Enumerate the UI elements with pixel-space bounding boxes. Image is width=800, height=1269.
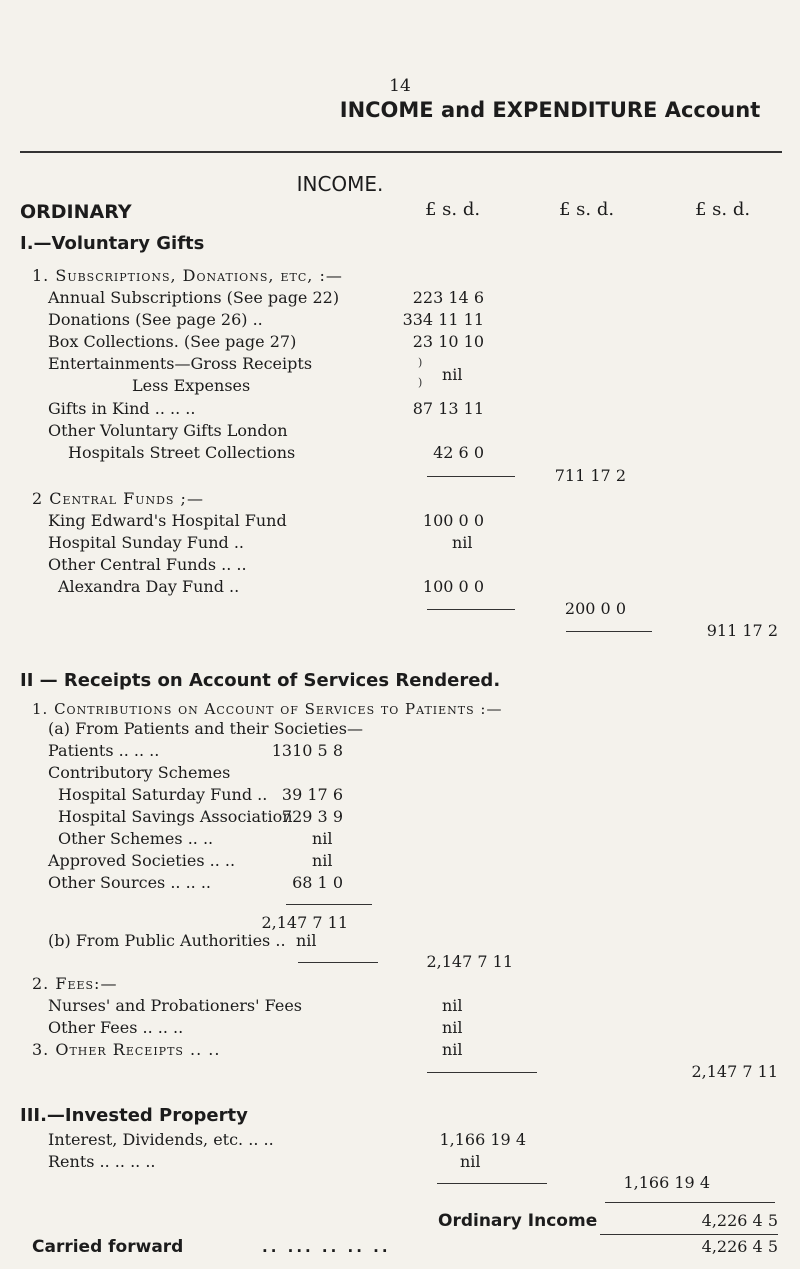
section2-fees-label: Nurses' and Probationers' Fees (48, 996, 302, 1015)
section2-b-amount: nil (296, 931, 317, 950)
section1-heading: I.—Voluntary Gifts (20, 233, 205, 254)
section2-sub1-label: 1. Contributions on Account of Services to Patients :— (32, 700, 503, 718)
total-rule (437, 1183, 547, 1184)
section2-sub3-amount: nil (442, 1040, 463, 1059)
ordinary-label: ORDINARY (20, 201, 132, 223)
section3-row-label: Rents .. .. .. .. (48, 1152, 156, 1171)
section1-row-amount: 42 6 0 (433, 443, 484, 462)
subtotal-rule (286, 904, 372, 905)
bracket-mark: ) (418, 356, 423, 369)
section2-row-amount: 39 17 6 (281, 785, 343, 804)
section2-fees-amount: nil (442, 996, 463, 1015)
subtotal-rule (298, 962, 378, 963)
subtotal-rule (427, 476, 515, 477)
section3-total: 1,166 19 4 (623, 1173, 710, 1192)
section2-a-label: (a) From Patients and their Societies— (48, 719, 363, 738)
section-heading: INCOME. (296, 172, 384, 196)
section1-row-label: Entertainments—Gross Receipts (48, 354, 313, 373)
section1-sub1-label: 1. Subscriptions, Donations, etc, :— (32, 266, 343, 285)
section2-row-label: Hospital Savings Association (58, 807, 293, 826)
total-rule (605, 1202, 775, 1203)
section2-row-amount: nil (312, 829, 333, 848)
section1-sub2-row-label: Alexandra Day Fund .. (58, 577, 240, 596)
currency-header-2: £ s. d. (559, 199, 615, 220)
section1-row-label: Box Collections. (See page 27) (48, 332, 297, 351)
section2-row-amount: nil (312, 851, 333, 870)
currency-header-1: £ s. d. (425, 199, 481, 220)
total-rule (427, 1072, 537, 1073)
section1-sub2-row-label: Hospital Sunday Fund .. (48, 533, 245, 552)
carried-forward-amount: 4,226 4 5 (701, 1237, 778, 1256)
total-rule (600, 1234, 778, 1235)
section2-row-label: Other Schemes .. .. (58, 829, 214, 848)
section2-total: 2,147 7 11 (691, 1062, 778, 1081)
header-rule (20, 151, 782, 153)
section3-row-label: Interest, Dividends, etc. .. .. (48, 1130, 274, 1149)
section1-row-amount: 223 14 6 (412, 288, 484, 307)
ordinary-income-label: Ordinary Income (438, 1211, 598, 1231)
section2-fees-amount: nil (442, 1018, 463, 1037)
section1-sub2-row-amount: 100 0 0 (422, 577, 484, 596)
section2-sub1-subtotal: 2,147 7 11 (426, 952, 513, 971)
section2-row-label: Hospital Saturday Fund .. (58, 785, 268, 804)
section1-row-label: Annual Subscriptions (See page 22) (48, 288, 340, 307)
section1-sub2-row-label: King Edward's Hospital Fund (48, 511, 287, 530)
subtotal-rule (427, 609, 515, 610)
section1-sub2-label: 2 Central Funds ;— (32, 489, 204, 508)
carried-forward-label: Carried forward (32, 1237, 184, 1257)
section1-row-label: Donations (See page 26) .. (48, 310, 263, 329)
section1-row-label: Less Expenses (132, 376, 251, 395)
section1-row-amount: nil (442, 365, 463, 384)
section2-heading: II — Receipts on Account of Services Rendered. (20, 670, 501, 691)
section2-row-label: Approved Societies .. .. (48, 851, 236, 870)
section1-sub1-subtotal: 711 17 2 (554, 466, 626, 485)
section2-row-label: Contributory Schemes (48, 763, 231, 782)
section2-b-label: (b) From Public Authorities .. (48, 931, 286, 950)
section1-sub2-subtotal: 200 0 0 (564, 599, 626, 618)
section1-row-amount: 23 10 10 (412, 332, 484, 351)
section2-sub3-label: 3. Other Receipts .. .. (32, 1040, 221, 1059)
page-title: INCOME and EXPENDITURE Account (339, 98, 761, 122)
page-number: 14 (389, 76, 411, 96)
section1-row-amount: 334 11 11 (402, 310, 484, 329)
carried-forward-dots: .. ... .. .. .. (262, 1238, 391, 1256)
section2-fees-label: Other Fees .. .. .. (48, 1018, 184, 1037)
section2-row-label: Other Sources .. .. .. (48, 873, 212, 892)
section1-row-label: Hospitals Street Collections (68, 443, 296, 462)
section2-row-amount: 68 1 0 (292, 873, 343, 892)
section1-row-label: Other Voluntary Gifts London (48, 421, 288, 440)
section1-total: 911 17 2 (706, 621, 778, 640)
section1-sub2-row-amount: nil (452, 533, 473, 552)
section3-row-amount: 1,166 19 4 (439, 1130, 526, 1149)
section2-row-amount: 1310 5 8 (271, 741, 343, 760)
section1-sub2-row-label: Other Central Funds .. .. (48, 555, 247, 574)
section3-heading: III.—Invested Property (20, 1105, 248, 1126)
section2-row-amount: 729 3 9 (281, 807, 343, 826)
currency-header-3: £ s. d. (695, 199, 751, 220)
section1-sub2-row-amount: 100 0 0 (422, 511, 484, 530)
section1-row-amount: 87 13 11 (412, 399, 484, 418)
bracket-mark: ) (418, 376, 423, 389)
section2-row-label: Patients .. .. .. (48, 741, 160, 760)
total-rule (566, 631, 652, 632)
section2-a-total: 2,147 7 11 (261, 913, 348, 932)
section3-row-amount: nil (460, 1152, 481, 1171)
ordinary-income-amount: 4,226 4 5 (701, 1211, 778, 1230)
section1-row-label: Gifts in Kind .. .. .. (48, 399, 196, 418)
section2-sub2-label: 2. Fees:— (32, 974, 118, 993)
